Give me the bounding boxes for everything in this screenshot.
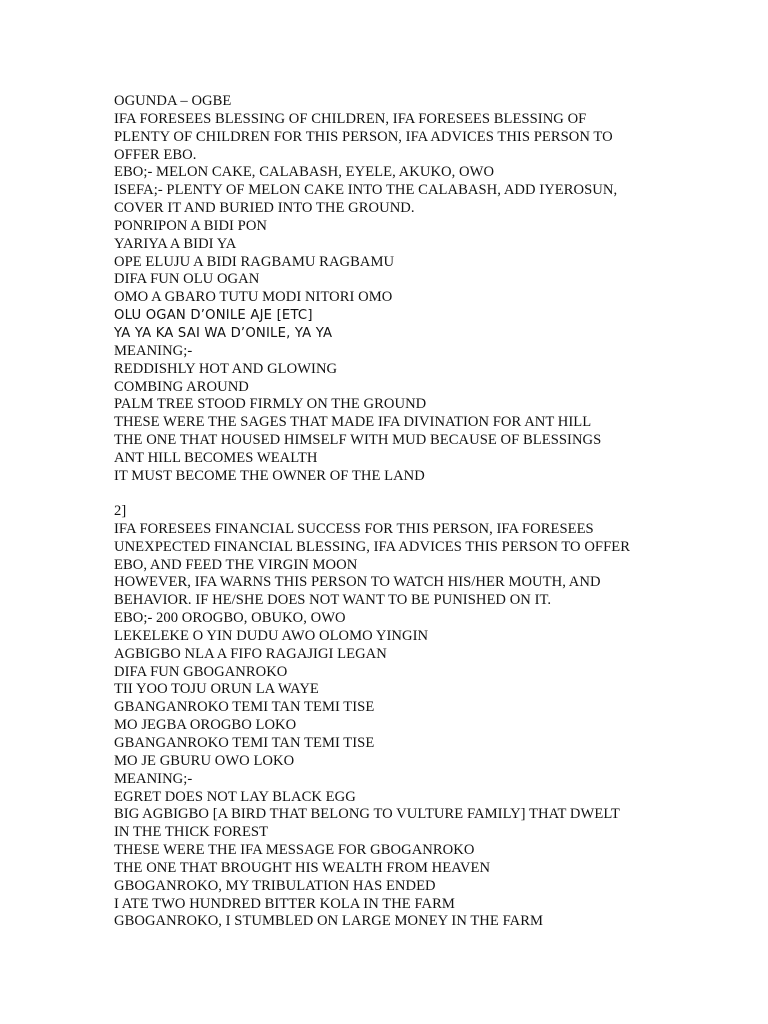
- text-line: EBO, AND FEED THE VIRGIN MOON: [114, 556, 358, 573]
- text-line: I ATE TWO HUNDRED BITTER KOLA IN THE FARM: [114, 895, 455, 912]
- verse-title: OGUNDA – OGBE: [114, 93, 232, 109]
- text-line: PLENTY OF CHILDREN FOR THIS PERSON, IFA ADVICES THIS PERSON TO: [114, 128, 613, 145]
- text-line: BEHAVIOR. IF HE/SHE DOES NOT WANT TO BE PUNISHED ON IT.: [114, 592, 552, 609]
- text-line: UNEXPECTED FINANCIAL BLESSING, IFA ADVICES THIS PERSON TO OFFER: [114, 538, 631, 555]
- text-line: BIG AGBIGBO [A BIRD THAT BELONG TO VULTURE FAMILY] THAT DWELT: [114, 806, 620, 823]
- text-line: MO JE GBURU OWO LOKO: [114, 752, 295, 769]
- text-line: GBANGANROKO TEMI TAN TEMI TISE: [114, 734, 375, 751]
- text-line: OPE ELUJU A BIDI RAGBAMU RAGBAMU: [114, 253, 395, 270]
- text-line: DIFA FUN OLU OGAN: [114, 271, 260, 288]
- text-line: ANT HILL BECOMES WEALTH: [114, 449, 318, 466]
- verse-number: 2]: [114, 503, 127, 519]
- text-line: GBANGANROKO TEMI TAN TEMI TISE: [114, 699, 375, 716]
- text-line: EGRET DOES NOT LAY BLACK EGG: [114, 788, 356, 805]
- text-line: IFA FORESEES FINANCIAL SUCCESS FOR THIS PERSON, IFA FORESEES: [114, 520, 594, 537]
- meaning-heading: MEANING;-: [114, 770, 193, 787]
- text-line: IN THE THICK FOREST: [114, 824, 269, 841]
- text-line: IFA FORESEES BLESSING OF CHILDREN, IFA FORESEES BLESSING OF: [114, 110, 587, 127]
- text-line: THESE WERE THE IFA MESSAGE FOR GBOGANROKO: [114, 842, 475, 859]
- text-line: YA YA KA SAI WA D’ONILE, YA YA: [114, 325, 333, 341]
- meaning-heading: MEANING;-: [114, 342, 193, 359]
- text-line: PALM TREE STOOD FIRMLY ON THE GROUND: [114, 396, 427, 413]
- text-line: GBOGANROKO, MY TRIBULATION HAS ENDED: [114, 877, 436, 894]
- text-line: AGBIGBO NLA A FIFO RAGAJIGI LEGAN: [114, 645, 387, 662]
- verse-section-1: [114, 93, 754, 486]
- text-line: THE ONE THAT HOUSED HIMSELF WITH MUD BECAUSE OF BLESSINGS: [114, 432, 602, 449]
- text-line: LEKELEKE O YIN DUDU AWO OLOMO YINGIN: [114, 627, 429, 644]
- text-line: DIFA FUN GBOGANROKO: [114, 663, 288, 680]
- text-line: OMO A GBARO TUTU MODI NITORI OMO: [114, 289, 393, 306]
- text-line: YARIYA A BIDI YA: [114, 235, 237, 252]
- text-line: TII YOO TOJU ORUN LA WAYE: [114, 681, 319, 698]
- text-line: GBOGANROKO, I STUMBLED ON LARGE MONEY IN THE FARM: [114, 913, 544, 930]
- text-line: COVER IT AND BURIED INTO THE GROUND.: [114, 200, 415, 217]
- text-line: IT MUST BECOME THE OWNER OF THE LAND: [114, 467, 425, 484]
- text-line: EBO;- 200 OROGBO, OBUKO, OWO: [114, 610, 346, 627]
- verse-section-2: [114, 503, 754, 931]
- text-line: ISEFA;- PLENTY OF MELON CAKE INTO THE CALABASH, ADD IYEROSUN,: [114, 182, 618, 199]
- text-line: EBO;- MELON CAKE, CALABASH, EYELE, AKUKO, OWO: [114, 164, 495, 181]
- text-line: HOWEVER, IFA WARNS THIS PERSON TO WATCH HIS/HER MOUTH, AND: [114, 574, 601, 591]
- text-line: MO JEGBA OROGBO LOKO: [114, 717, 297, 734]
- text-line: OFFER EBO.: [114, 146, 197, 163]
- text-line: OLU OGAN D’ONILE AJE [ETC]: [114, 308, 313, 324]
- text-line: COMBING AROUND: [114, 378, 249, 395]
- text-line: THESE WERE THE SAGES THAT MADE IFA DIVINATION FOR ANT HILL: [114, 414, 592, 431]
- text-line: THE ONE THAT BROUGHT HIS WEALTH FROM HEAVEN: [114, 859, 491, 876]
- text-line: PONRIPON A BIDI PON: [114, 217, 267, 234]
- text-line: REDDISHLY HOT AND GLOWING: [114, 360, 338, 377]
